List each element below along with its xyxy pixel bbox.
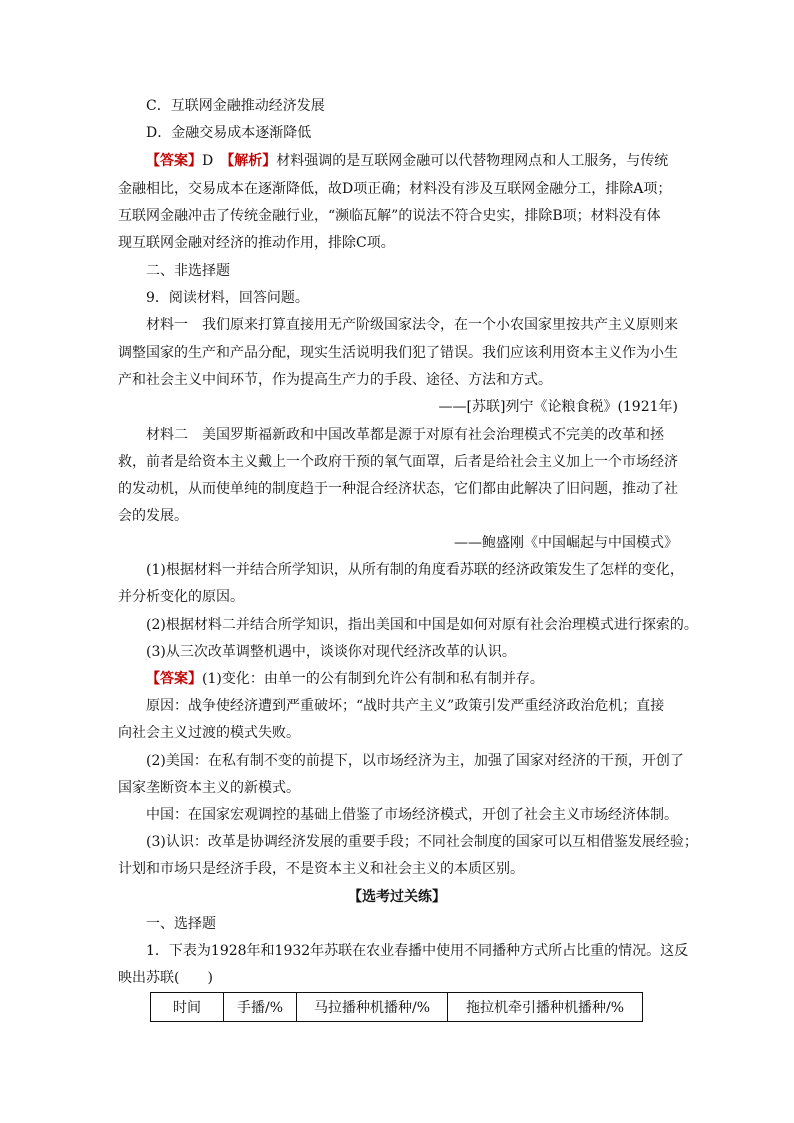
q8-analysis-line-3: 互联网金融冲击了传统金融行业，“濒临瓦解”的说法不符合史实，排除B项；材料没有体 [118,208,661,224]
answer-value: D [202,153,228,169]
table-header-tractor: 拖拉机牵引播种机播种/% [448,993,643,1022]
table-header-horse: 马拉播种机播种/% [297,993,448,1022]
section-title-non-choice: 二、非选择题 [146,263,230,279]
analysis-text: 材料强调的是互联网金融可以代替物理网点和人工服务，与传统 [276,153,669,169]
q9-sub1-line-2: 并分析变化的原因。 [118,589,244,605]
material2-line-4: 会的发展。 [118,508,188,524]
material1-source: ——[苏联]列宁《论粮食税》(1921年) [438,399,678,415]
q9-sub2: (2)根据材料二并结合所学知识，指出美国和中国是如何对原有社会治理模式进行探索的。 [146,617,698,633]
q8-answer-line-1 [146,152,686,170]
q9-answer-us-1: (2)美国：在私有制不变的前提下，以市场经济为主，加强了国家对经济的干预，开创了 [146,753,684,769]
sowing-method-table [150,992,643,1022]
practice-title: 【选考过关练】 [348,889,446,905]
q9-intro: 9．阅读材料，回答问题。 [146,290,309,306]
material1-line-1: 材料一 我们原来打算直接用无产阶级国家法令，在一个小农国家里按共产主义原则来 [146,317,678,333]
q8-analysis-line-2: 金融相比，交易成本在逐渐降低，故D项正确；材料没有涉及互联网金融分工，排除A项； [118,181,672,197]
table-header-row [151,993,643,1022]
p1-question-line-1: 1．下表为1928年和1932年苏联在农业春播中使用不同播种方式所占比重的情况。这反 [146,943,689,959]
answer-tag: 【答案】 [146,671,202,687]
q8-analysis-line-4: 现互联网金融对经济的推动作用，排除C项。 [118,235,395,251]
analysis-tag: 【解析】 [227,153,277,169]
q9-sub3: (3)从三次改革调整机遇中，谈谈你对现代经济改革的认识。 [146,644,516,660]
q9-sub1-line-1: (1)根据材料一并结合所学知识，从所有制的角度看苏联的经济政策发生了怎样的变化， [146,562,684,578]
q9-answer-china: 中国：在国家宏观调控的基础上借鉴了市场经济模式，开创了社会主义市场经济体制。 [146,807,678,823]
q9-answer-us-2: 国家垄断资本主义的新模式。 [118,780,300,796]
answer-sub1: (1)变化：由单一的公有制到允许公有制和私有制并存。 [202,671,544,687]
material2-line-3: 的发动机，从而使单纯的制度趋于一种混合经济状态，它们都由此解决了旧问题，推动了社 [118,481,678,497]
q9-answer-reason-1: 原因：战争使经济遭到严重破坏；“战时共产主义”政策引发严重经济政治危机；直接 [146,698,665,714]
material2-line-2: 救，前者是给资本主义戴上一个政府干预的氧气面罩，后者是给社会主义加上一个市场经济 [118,454,678,470]
table-header-time: 时间 [151,993,224,1022]
material1-line-3: 产和社会主义中间环节，作为提高生产力的手段、途径、方法和方式。 [118,372,552,388]
material2-source: ——鲍盛刚《中国崛起与中国模式》 [454,535,678,551]
section-title-choice: 一、选择题 [146,916,216,932]
table-header-hand: 手播/% [224,993,297,1022]
option-c: C．互联网金融推动经济发展 [146,98,325,114]
q9-answer-sub3-2: 计划和市场只是经济手段，不是资本主义和社会主义的本质区别。 [118,861,524,877]
material2-line-1: 材料二 美国罗斯福新政和中国改革都是源于对原有社会治理模式不完美的改革和拯 [146,427,664,443]
answer-tag: 【答案】 [146,153,202,169]
option-d: D．金融交易成本逐渐降低 [146,125,312,141]
q9-answer-reason-2: 向社会主义过渡的模式失败。 [118,725,300,741]
q9-answer-sub3-1: (3)认识：改革是协调经济发展的重要手段；不同社会制度的国家可以互相借鉴发展经验； [146,834,698,850]
q9-answer-line-1 [146,670,686,688]
material1-line-2: 调整国家的生产和产品分配，现实生活说明我们犯了错误。我们应该利用资本主义作为小生 [118,345,678,361]
p1-question-line-2: 映出苏联( ) [118,970,213,986]
